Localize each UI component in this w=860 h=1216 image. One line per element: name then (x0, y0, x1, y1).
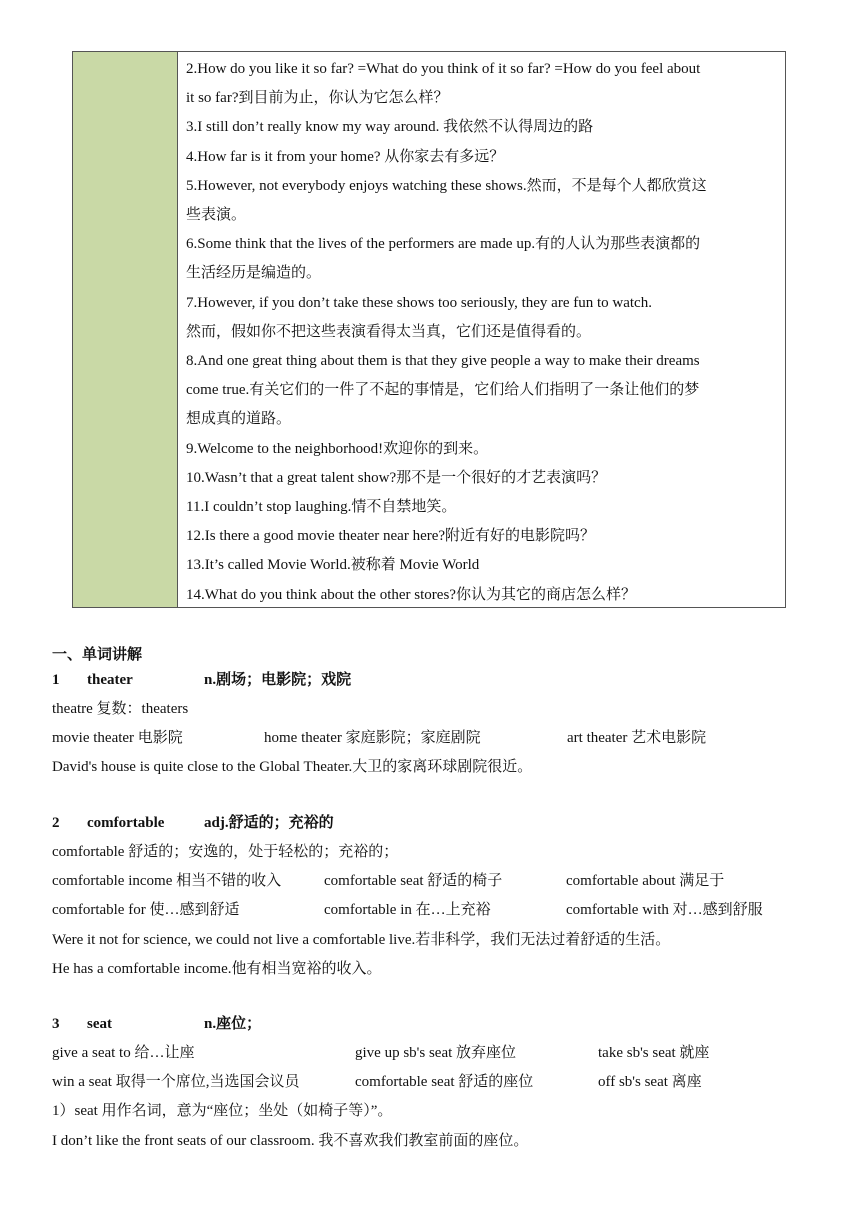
phrase: take sb's seat 就座 (598, 1045, 710, 1061)
entry-number: 3 (52, 1016, 60, 1032)
phrase: movie theater 电影院 (52, 730, 183, 747)
entry-number: 1 (52, 672, 60, 688)
phrase-row (52, 867, 820, 896)
example-sentence: David's house is quite close to the Global Theater.大卫的家离环球剧院很近。 (52, 759, 533, 776)
example-sentence: Were it not for science, we could not live a comfortable live.若非科学，我们无法过着舒适的生活。 (52, 931, 671, 948)
table-content-cell (178, 52, 785, 607)
phrase: comfortable for 使…感到舒适 (52, 902, 240, 919)
phrase: comfortable in 在…上充裕 (324, 902, 491, 919)
phrase: give a seat to 给…让座 (52, 1045, 195, 1061)
example-sentence: I don’t like the front seats of our classroom. 我不喜欢我们教室前面的座位。 (52, 1132, 529, 1149)
phrase-row (52, 724, 820, 753)
entry-theater (52, 666, 820, 783)
sentence-line: 2.How do you like it so far? =What do you think of it so far? =How do you feel about (186, 61, 701, 77)
phrase: win a seat 取得一个席位,当选国会议员 (52, 1074, 300, 1091)
entry-meanings: comfortable 舒适的；安逸的，处于轻松的；充裕的； (52, 844, 399, 860)
sentence-line: 想成真的道路。 (186, 411, 292, 428)
entry-comfortable (52, 809, 820, 984)
phrase-row (52, 1068, 820, 1097)
sentences-table (72, 51, 786, 608)
sentence-line: it so far?到目前为止，你认为它怎么样？ (186, 90, 449, 107)
phrase: give up sb's seat 放弃座位 (355, 1045, 517, 1061)
phrase: comfortable with 对…感到舒服 (566, 902, 763, 919)
entry-definition: n.剧场；电影院；戏院 (204, 672, 352, 688)
phrase-row (52, 1039, 820, 1068)
sentence-line: 13.It’s called Movie World.被称着 Movie World (186, 557, 480, 574)
entry-seat (52, 1010, 820, 1156)
sentence-line: 5.However, not everybody enjoys watching these shows.然而，不是每个人都欣赏这 (186, 177, 707, 194)
phrase: comfortable about 满足于 (566, 873, 725, 890)
phrase: comfortable seat 舒适的座位 (355, 1074, 534, 1091)
sentence-line: 9.Welcome to the neighborhood!欢迎你的到来。 (186, 440, 489, 457)
phrase: comfortable seat 舒适的椅子 (324, 873, 503, 890)
sentence-line: 些表演。 (186, 207, 247, 224)
entry-heading (52, 809, 820, 838)
sentence-line: 然而，假如你不把这些表演看得太当真，它们还是值得看的。 (186, 323, 592, 340)
section-title: 一、单词讲解 (52, 647, 143, 663)
phrase-row (52, 896, 820, 925)
sentence-line: 12.Is there a good movie theater near here?附近有好的电影院吗？ (186, 528, 596, 545)
entry-definition: adj.舒适的；充裕的 (204, 815, 334, 831)
entry-word: comfortable (87, 815, 165, 831)
table-label-cell (73, 52, 178, 607)
phrase: home theater 家庭影院；家庭剧院 (264, 730, 481, 747)
sentence-line: 8.And one great thing about them is that they give people a way to make their dreams (186, 353, 700, 370)
sentence-line: 7.However, if you don’t take these shows too seriously, they are fun to watch. (186, 294, 652, 311)
sentence-line: 11.I couldn’t stop laughing.情不自禁地笑。 (186, 499, 457, 516)
phrase: art theater 艺术电影院 (567, 730, 707, 747)
entry-number: 2 (52, 815, 60, 831)
phrase: comfortable income 相当不错的收入 (52, 873, 282, 890)
sentence-line: 生活经历是编造的。 (186, 265, 322, 282)
example-sentence: He has a comfortable income.他有相当宽裕的收入。 (52, 960, 382, 977)
entry-word: seat (87, 1016, 112, 1032)
entry-heading (52, 1010, 820, 1039)
sentence-line: 4.How far is it from your home? 从你家去有多远？ (186, 148, 505, 165)
entry-plural: theatre 复数：theaters (52, 701, 189, 717)
entry-definition: n.座位； (204, 1016, 262, 1032)
entry-word: theater (87, 672, 133, 688)
sentence-line: 6.Some think that the lives of the performers are made up.有的人认为那些表演都的 (186, 236, 701, 253)
sentence-line: 10.Wasn’t that a great talent show?那不是一个很好的才艺表演吗？ (186, 469, 607, 486)
sentence-line: come true.有关它们的一件了不起的事情是，它们给人们指明了一条让他们的梦 (186, 382, 700, 399)
sentence-line: 14.What do you think about the other stores?你认为其它的商店怎么样？ (186, 586, 636, 603)
usage-note: 1）seat 用作名词，意为“座位；坐处（如椅子等）”。 (52, 1103, 393, 1120)
entry-heading (52, 666, 820, 695)
phrase: off sb's seat 离座 (598, 1074, 702, 1091)
sentence-line: 3.I still don’t really know my way around. 我依然不认得周边的路 (186, 119, 594, 136)
